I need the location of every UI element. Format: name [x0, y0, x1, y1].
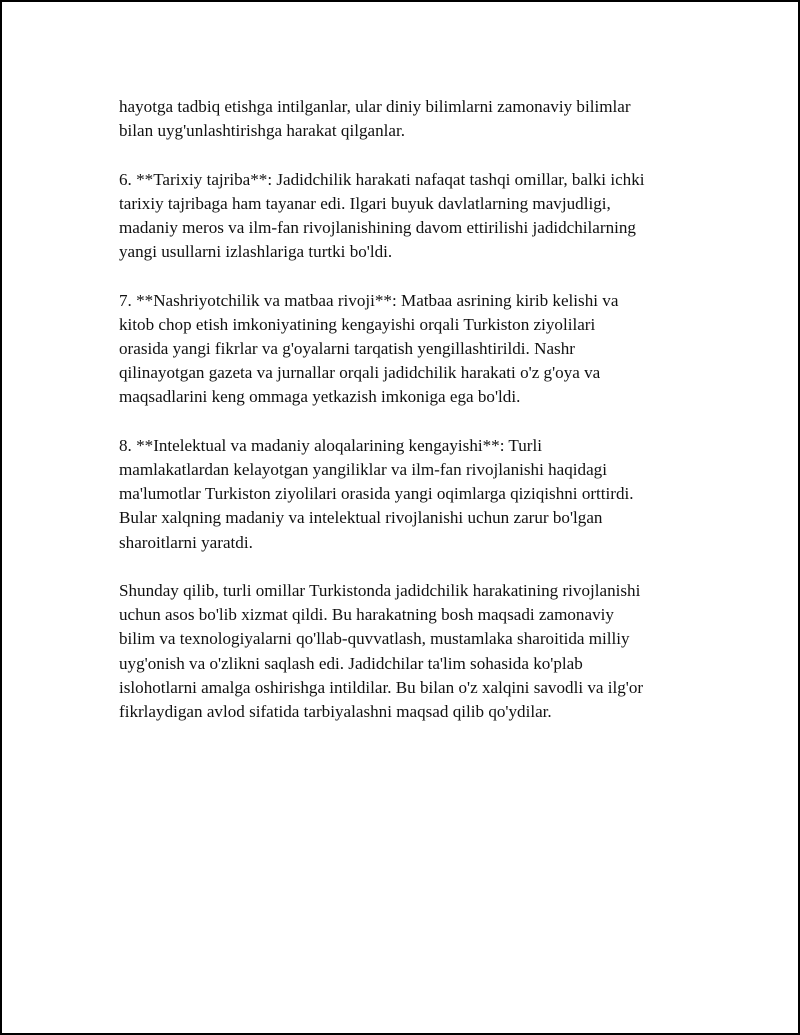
- text-line: bilan uyg'unlashtirishga harakat qilganlar.: [119, 121, 406, 141]
- text-line: sharoitlarni yaratdi.: [119, 532, 253, 552]
- text-line: Shunday qilib, turli omillar Turkistonda jadidchilik harakatining rivojlanishi: [119, 581, 641, 600]
- text-line: uchun asos bo'lib xizmat qildi. Bu harakatning bosh maqsadi zamonaviy: [119, 605, 614, 625]
- text-line: 7. **Nashriyotchilik va matbaa rivoji**: Matbaa asrining kirib kelishi va: [119, 290, 619, 310]
- paragraph-item-6: [119, 168, 709, 265]
- text-line: uyg'onish va o'zlikni saqlash edi. Jadidchilar ta'lim sohasida ko'plab: [119, 653, 583, 673]
- text-line: Bular xalqning madaniy va intelektual rivojlanishi uchun zarur bo'lgan: [119, 508, 603, 528]
- text-line: islohotlarni amalga oshirishga intildilar. Bu bilan o'z xalqini savodli va ilg'or: [119, 677, 644, 697]
- paragraph-item-7: [119, 289, 709, 410]
- document-body: [119, 95, 709, 748]
- text-line: kitob chop etish imkoniyatining kengayishi orqali Turkiston ziyolilari: [119, 314, 596, 334]
- text-line: 6. **Tarixiy tajriba**: Jadidchilik harakati nafaqat tashqi omillar, balki ichki: [119, 169, 645, 189]
- paragraph-conclusion: [119, 579, 709, 724]
- text-line: fikrlaydigan avlod sifatida tarbiyalashni maqsad qilib qo'ydilar.: [119, 702, 552, 722]
- text-line: qilinayotgan gazeta va jurnallar orqali jadidchilik harakati o'z g'oya va: [119, 363, 601, 383]
- text-line: mamlakatlardan kelayotgan yangiliklar va ilm-fan rivojlanishi haqidagi: [119, 460, 607, 479]
- text-line: yangi usullarni izlashlariga turtki bo'ldi.: [119, 242, 393, 262]
- text-line: hayotga tadbiq etishga intilganlar, ular diniy bilimlarni zamonaviy bilimlar: [119, 97, 631, 116]
- paragraph-item-8: [119, 434, 709, 555]
- text-line: madaniy meros va ilm-fan rivojlanishining davom ettirilishi jadidchilarning: [119, 218, 636, 237]
- text-line: 8. **Intelektual va madaniy aloqalarining kengayishi**: Turli: [119, 435, 542, 455]
- text-line: orasida yangi fikrlar va g'oyalarni tarqatish yengillashtirildi. Nashr: [119, 339, 575, 358]
- paragraph-intro-continuation: [119, 95, 709, 143]
- text-line: maqsadlarini keng ommaga yetkazish imkoniga ega bo'ldi.: [119, 387, 521, 407]
- text-line: bilim va texnologiyalarni qo'llab-quvvatlash, mustamlaka sharoitida milliy: [119, 629, 630, 649]
- text-line: tarixiy tajribaga ham tayanar edi. Ilgari buyuk davlatlarning mavjudligi,: [119, 193, 611, 213]
- text-line: ma'lumotlar Turkiston ziyolilari orasida yangi oqimlarga qiziqishni orttirdi.: [119, 484, 634, 504]
